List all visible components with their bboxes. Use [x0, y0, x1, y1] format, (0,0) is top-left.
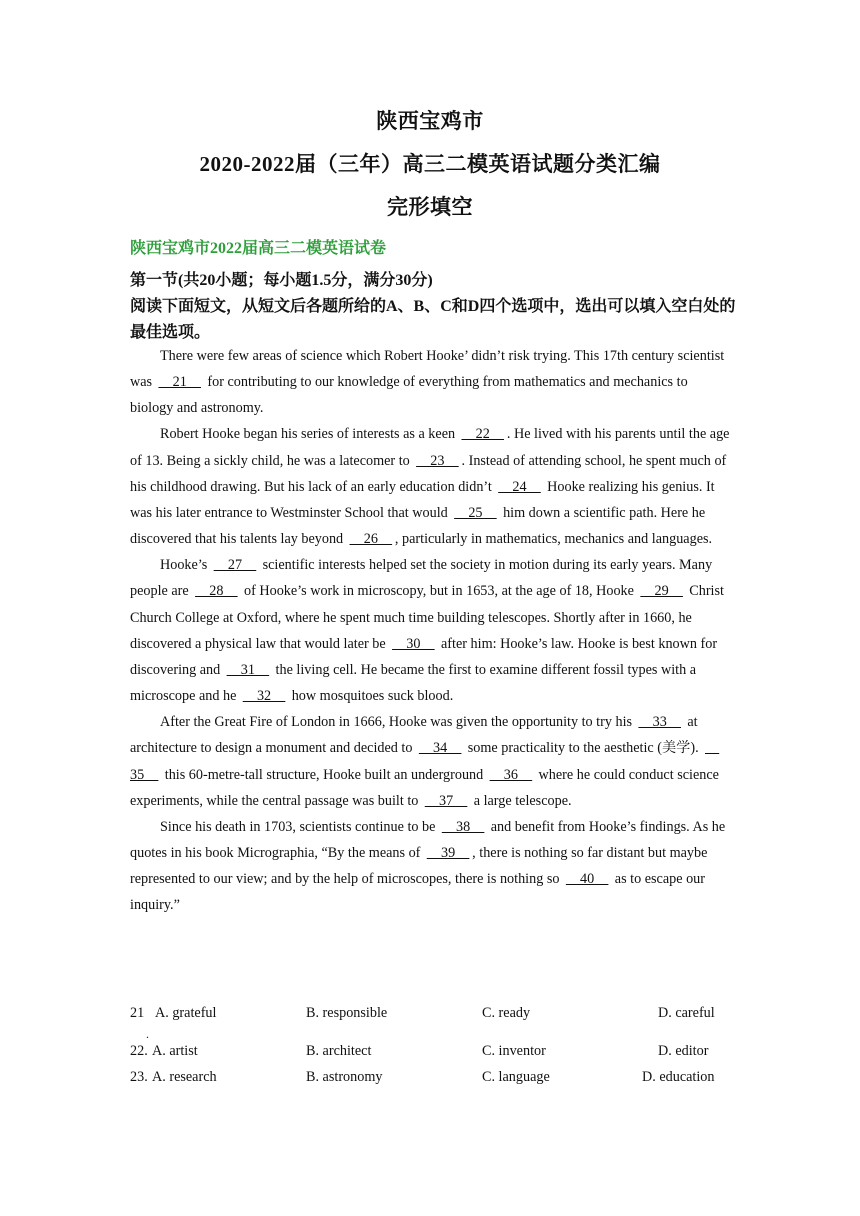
option-a: A. artist — [152, 1043, 198, 1059]
passage-text: . He lived with his parents until the age of 13. Being a sickly child, he was a latecomer to — [130, 426, 730, 469]
option-b: B. architect — [306, 1043, 372, 1059]
passage-paragraph-5 — [130, 814, 730, 919]
question-number: 23. — [130, 1069, 148, 1085]
passage-text: as to escape our inquiry.” — [130, 871, 705, 914]
blank-29: 29 — [640, 583, 683, 600]
blank-26: 26 — [349, 531, 393, 548]
instruction-line-2: 阅读下面短文，从短文后各题所给的A、B、C和D四个选项中，选出可以填入空白处的最佳选项。 — [130, 298, 736, 341]
option-c: C. inventor — [482, 1043, 546, 1059]
passage-text: after him: Hooke’s law. Hooke is best known for discovering and — [130, 635, 718, 678]
cloze-passage — [130, 343, 730, 918]
passage-text: Christ Church College at Oxford, where he spent much time building telescopes. Shortly after in 1660, he discovered a physical law that would later be — [130, 583, 724, 652]
blank-21: 21 — [158, 374, 202, 391]
question-number: 22. — [130, 1043, 148, 1059]
option-a: A. grateful — [155, 1005, 217, 1021]
blank-37: 37 — [424, 792, 468, 809]
passage-text: scientific interests helped set the society in motion during its early years. Many people are — [130, 557, 713, 600]
passage-text: a large telescope. — [470, 792, 572, 809]
blank-22: 22 — [461, 426, 505, 443]
passage-text: this 60-metre-tall structure, Hooke built an underground — [161, 766, 487, 783]
option-d: D. careful — [658, 1005, 715, 1021]
blank-40: 40 — [565, 871, 609, 888]
blank-31: 31 — [226, 661, 270, 678]
doc-title-city: 陕西宝鸡市 — [376, 109, 484, 133]
blank-35: 35 — [130, 740, 720, 783]
passage-text: . Instead of attending school, he spent much of his childhood drawing. But his lack of an early education didn’t — [130, 452, 727, 495]
option-b: B. astronomy — [306, 1069, 383, 1085]
passage-text: for contributing to our knowledge of everything from mathematics and mechanics to biology and astronomy. — [130, 374, 688, 417]
blank-36: 36 — [489, 766, 533, 783]
passage-text: and benefit from Hooke’s findings. As he quotes in his book Micrographia, “By the means of — [130, 818, 726, 861]
option-d: D. education — [642, 1069, 715, 1085]
passage-text: him down a scientific path. Here he discovered that his talents lay beyond — [130, 504, 706, 548]
passage-paragraph-3 — [130, 552, 730, 709]
passage-paragraph-4 — [130, 709, 730, 814]
blank-39: 39 — [426, 844, 470, 861]
passage-text: where he could conduct science experiments, while the central passage was built to — [130, 766, 719, 809]
blank-30: 30 — [392, 635, 435, 652]
section-title: 陕西宝鸡市2022届高三二模英语试卷 — [130, 240, 387, 257]
option-b: B. responsible — [306, 1005, 388, 1021]
passage-text: Hooke realizing his genius. It was his later entrance to Westminster School that would — [130, 478, 715, 521]
blank-24: 24 — [498, 478, 541, 495]
blank-32: 32 — [242, 688, 286, 705]
instruction-line-1: 第一节(共20小题；每小题1.5分，满分30分) — [130, 272, 433, 289]
passage-text: , there is nothing so far distant but maybe represented to our view; and by the help of microscopes, there is nothing so — [130, 844, 708, 888]
blank-28: 28 — [195, 583, 238, 600]
blank-27: 27 — [213, 557, 257, 574]
option-d: D. editor — [658, 1043, 709, 1059]
passage-text: Since his death in 1703, scientists continue to be — [160, 818, 439, 835]
passage-text: how mosquitoes suck blood. — [288, 688, 454, 705]
blank-38: 38 — [441, 818, 485, 835]
blank-25: 25 — [454, 504, 497, 521]
option-c: C. language — [482, 1069, 550, 1085]
option-c: C. ready — [482, 1005, 531, 1021]
passage-text: After the Great Fire of London in 1666, Hooke was given the opportunity to try his — [160, 714, 636, 731]
passage-text: the living cell. He became the first to examine different fossil types with a microscope and he — [130, 661, 697, 705]
passage-text: Robert Hooke began his series of interests as a keen — [160, 426, 459, 443]
question-number: 21 — [130, 1005, 145, 1021]
option-a: A. research — [152, 1069, 217, 1085]
blank-34: 34 — [418, 740, 462, 757]
blank-33: 33 — [638, 714, 681, 731]
doc-title-collection: 2020-2022届（三年）高三二模英语试题分类汇编 — [199, 152, 661, 176]
passage-text: There were few areas of science which Robert Hooke’ didn’t risk trying. This 17th century scientist was — [130, 348, 725, 391]
question-dot: . — [146, 1027, 149, 1041]
passage-text: Hooke’s — [160, 557, 211, 574]
passage-text: , particularly in mathematics, mechanics and languages. — [394, 531, 713, 548]
passage-text: of Hooke’s work in microscopy, but in 1653, at the age of 18, Hooke — [240, 583, 638, 600]
passage-paragraph-1 — [130, 343, 730, 421]
blank-23: 23 — [416, 452, 459, 469]
passage-text: some practicality to the aesthetic (美学). — [464, 740, 703, 757]
passage-text: at architecture to design a monument and decided to — [130, 714, 698, 757]
passage-paragraph-2 — [130, 421, 730, 552]
doc-title-type: 完形填空 — [387, 195, 473, 219]
